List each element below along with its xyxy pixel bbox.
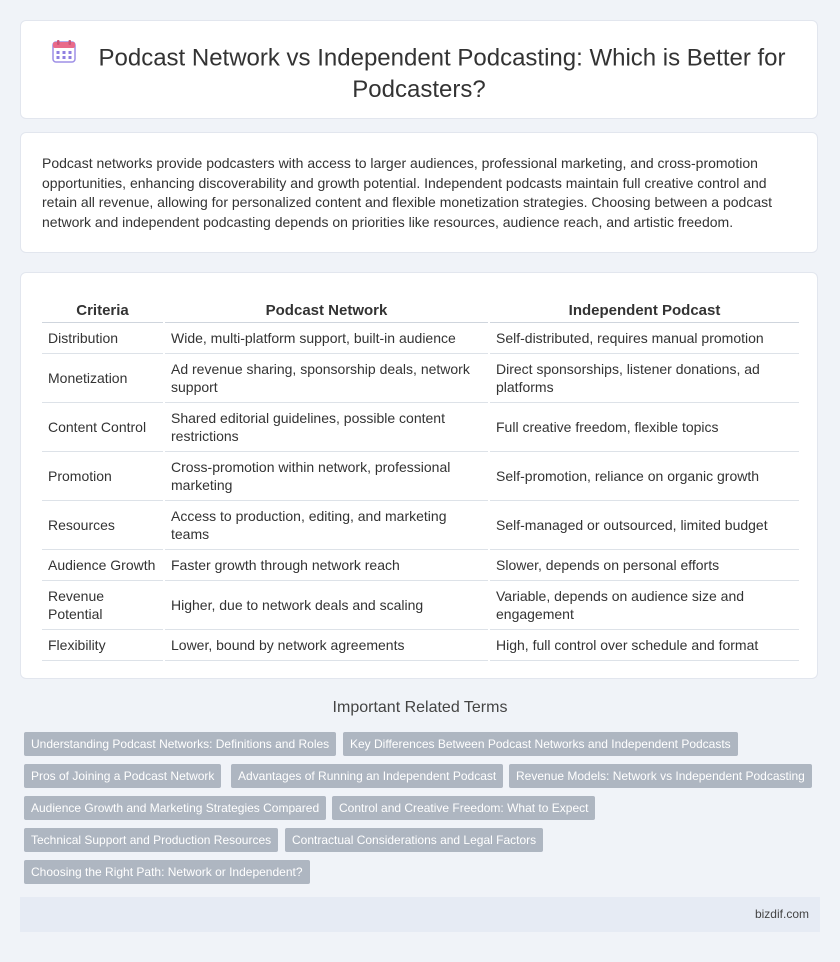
calendar-icon [52,40,76,72]
related-term-tag[interactable]: Choosing the Right Path: Network or Independent? [24,860,310,884]
related-term-tag[interactable]: Understanding Podcast Networks: Definitions and Roles [24,732,336,756]
related-term-tag[interactable]: Advantages of Running an Independent Podcast [231,764,503,788]
title-wrap [51,43,787,105]
header-podcast-network: Podcast Network [164,295,489,323]
footer [20,897,820,932]
page-title [51,43,787,105]
independent-cell: Self-managed or outsourced, limited budget [489,501,799,550]
table-header-row [42,295,799,323]
table-row [42,403,799,452]
header-independent-podcast: Independent Podcast [489,295,799,323]
network-cell: Faster growth through network reach [164,550,489,581]
criteria-cell: Promotion [42,452,164,501]
title-card [20,20,818,119]
comparison-card [20,272,818,679]
table-row [42,354,799,403]
independent-cell: Variable, depends on audience size and engagement [489,581,799,630]
criteria-cell: Flexibility [42,630,164,661]
related-term-tag[interactable]: Pros of Joining a Podcast Network [24,764,221,788]
network-cell: Lower, bound by network agreements [164,630,489,661]
related-term-tag[interactable]: Key Differences Between Podcast Networks and Independent Podcasts [343,732,738,756]
related-term-tag[interactable]: Technical Support and Production Resources [24,828,278,852]
network-cell: Access to production, editing, and marketing teams [164,501,489,550]
table-row [42,550,799,581]
criteria-cell: Monetization [42,354,164,403]
independent-cell: Slower, depends on personal efforts [489,550,799,581]
table-row [42,581,799,630]
related-term-tag[interactable]: Contractual Considerations and Legal Factors [285,828,543,852]
independent-cell: High, full control over schedule and format [489,630,799,661]
criteria-cell: Distribution [42,323,164,354]
header-criteria: Criteria [42,295,164,323]
related-term-tag[interactable]: Revenue Models: Network vs Independent Podcasting [509,764,812,788]
table-row [42,630,799,661]
criteria-cell: Revenue Potential [42,581,164,630]
network-cell: Wide, multi-platform support, built-in audience [164,323,489,354]
independent-cell: Direct sponsorships, listener donations, ad platforms [489,354,799,403]
intro-card [20,132,818,253]
independent-cell: Full creative freedom, flexible topics [489,403,799,452]
footer-site[interactable]: bizdif.com [754,907,809,921]
related-term-tag[interactable]: Control and Creative Freedom: What to Expect [332,796,595,820]
independent-cell: Self-distributed, requires manual promotion [489,323,799,354]
table-row [42,452,799,501]
comparison-table [42,295,799,661]
related-terms-heading: Important Related Terms [332,699,508,716]
network-cell: Higher, due to network deals and scaling [164,581,489,630]
intro-paragraph: Podcast networks provide podcasters with access to larger audiences, professional marketing, and cross-promotion opportunities, enhancing discoverability and growth potential. Independent podcasts maintain full creative control and retain all revenue, allowing for personalized content and flexible monetization strategies. Choosing between a podcast network and independent podcasting depends on priorities like resources, audience reach, and artistic freedom. [42,155,773,230]
criteria-cell: Resources [42,501,164,550]
network-cell: Cross-promotion within network, professional marketing [164,452,489,501]
table-row [42,501,799,550]
criteria-cell: Content Control [42,403,164,452]
independent-cell: Self-promotion, reliance on organic growth [489,452,799,501]
related-term-tag[interactable]: Audience Growth and Marketing Strategies Compared [24,796,326,820]
network-cell: Ad revenue sharing, sponsorship deals, network support [164,354,489,403]
page-title-text: Podcast Network vs Independent Podcasting: Which is Better for Podcasters? [98,44,786,103]
network-cell: Shared editorial guidelines, possible content restrictions [164,403,489,452]
table-row [42,323,799,354]
criteria-cell: Audience Growth [42,550,164,581]
